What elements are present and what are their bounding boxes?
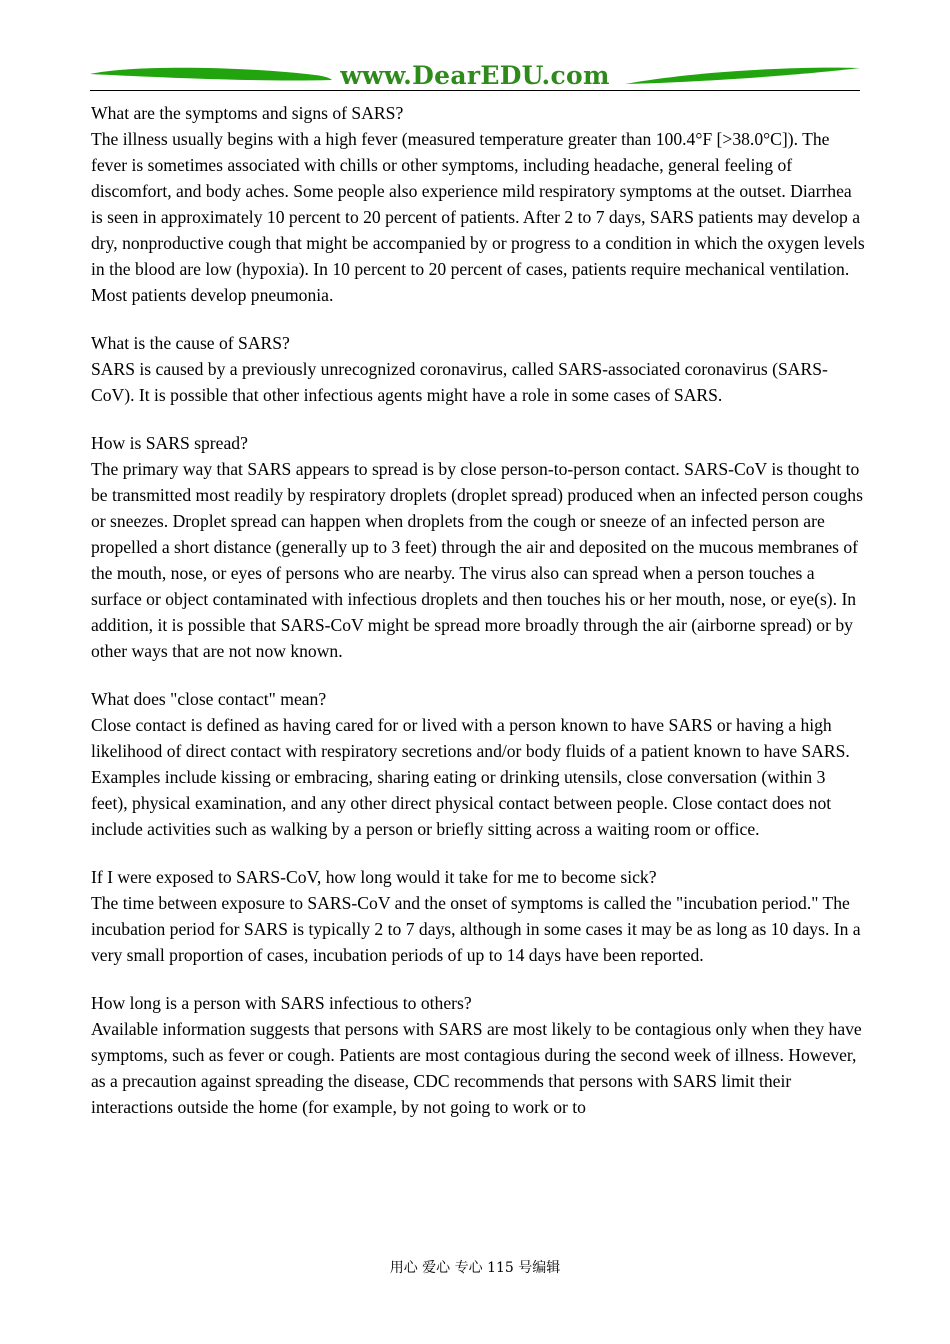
- section-answer: The time between exposure to SARS-CoV and the onset of symptoms is called the "incubation period." The incubation period for SARS is typically 2 to 7 days, although in some cases it may be as long as 10 days. In a very small proportion of cases, incubation periods of up to 14 days have been reported.: [91, 893, 861, 965]
- section-question: How long is a person with SARS infectious to others?: [91, 993, 472, 1013]
- qa-section: [91, 330, 866, 408]
- left-swoosh: [90, 68, 332, 81]
- right-swoosh: [625, 68, 860, 84]
- section-question: What does "close contact" mean?: [91, 689, 327, 709]
- header-divider: [90, 90, 860, 91]
- qa-section: [91, 100, 866, 308]
- qa-section: [91, 686, 866, 842]
- section-question: If I were exposed to SARS-CoV, how long would it take for me to become sick?: [91, 867, 657, 887]
- site-logo-text[interactable]: www.DearEDU.com: [340, 61, 610, 90]
- section-question: What are the symptoms and signs of SARS?: [91, 103, 404, 123]
- section-answer: The illness usually begins with a high fever (measured temperature greater than 100.4°F [>38.0°C]). The fever is sometimes associated with chills or other symptoms, including headache, general feeling of discomfort, and body aches. Some people also experience mild respiratory symptoms at the outset. Diarrhea is seen in approximately 10 percent to 20 percent of patients. After 2 to 7 days, SARS patients may develop a dry, nonproductive cough that might be accompanied by or progress to a condition in which the oxygen levels in the blood are low (hypoxia). In 10 percent to 20 percent of cases, patients require mechanical ventilation. Most patients develop pneumonia.: [91, 129, 865, 305]
- qa-section: [91, 990, 866, 1120]
- qa-section: [91, 430, 866, 664]
- section-answer: SARS is caused by a previously unrecognized coronavirus, called SARS-associated coronavirus (SARS-CoV). It is possible that other infectious agents might have a role in some cases of SARS.: [91, 359, 828, 405]
- section-answer: Available information suggests that persons with SARS are most likely to be contagious only when they have symptoms, such as fever or cough. Patients are most contagious during the second week of illness. However, as a precaution against spreading the disease, CDC recommends that persons with SARS limit their interactions outside the home (for example, by not going to work or to: [91, 1019, 862, 1117]
- section-answer: The primary way that SARS appears to spread is by close person-to-person contact. SARS-CoV is thought to be transmitted most readily by respiratory droplets (droplet spread) produced when an infected person coughs or sneezes. Droplet spread can happen when droplets from the cough or sneeze of an infected person are propelled a short distance (generally up to 3 feet) through the air and deposited on the mucous membranes of the mouth, nose, or eyes of persons who are nearby. The virus also can spread when a person touches a surface or object contaminated with infectious droplets and then touches his or her mouth, nose, or eye(s). In addition, it is possible that SARS-CoV might be spread more broadly through the air (airborne spread) or by other ways that are not now known.: [91, 459, 863, 661]
- section-question: How is SARS spread?: [91, 433, 248, 453]
- document-body: [91, 100, 866, 1142]
- section-answer: Close contact is defined as having cared for or lived with a person known to have SARS or having a high likelihood of direct contact with respiratory secretions and/or body fluids of a patient known to have SARS. Examples include kissing or embracing, sharing eating or drinking utensils, close conversation (within 3 feet), physical examination, and any other direct physical contact between people. Close contact does not include activities such as walking by a person or briefly sitting across a waiting room or office.: [91, 715, 850, 839]
- section-question: What is the cause of SARS?: [91, 333, 290, 353]
- page-header: [90, 62, 860, 92]
- qa-section: [91, 864, 866, 968]
- page-footer: 用心 爱心 专心 115 号编辑: [389, 1260, 561, 1276]
